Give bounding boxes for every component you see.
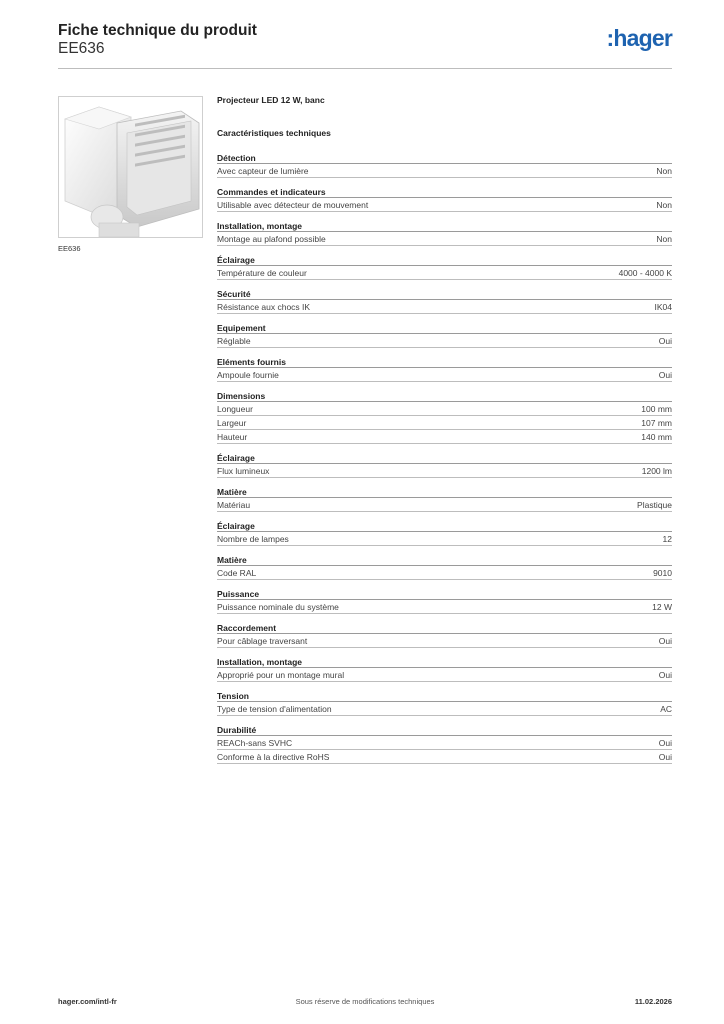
spec-label: Ampoule fournie <box>217 370 279 380</box>
spec-value: Oui <box>658 670 672 680</box>
footer-notice: Sous réserve de modifications techniques <box>295 997 435 1006</box>
section-title: Matière <box>217 555 672 566</box>
spec-label: Longueur <box>217 404 253 414</box>
spec-section <box>217 391 672 444</box>
section-title: Dimensions <box>217 391 672 402</box>
spec-label: Nombre de lampes <box>217 534 289 544</box>
spec-row <box>217 566 672 580</box>
spec-label: Température de couleur <box>217 268 307 278</box>
spec-value: Non <box>656 166 672 176</box>
spec-row <box>217 164 672 178</box>
image-caption: EE636 <box>58 244 81 253</box>
spec-row <box>217 266 672 280</box>
spec-value: Oui <box>658 336 672 346</box>
spec-label: Pour câblage traversant <box>217 636 308 646</box>
spec-label: Utilisable avec détecteur de mouvement <box>217 200 369 210</box>
product-image <box>58 96 203 238</box>
spec-row <box>217 750 672 764</box>
spec-section <box>217 623 672 648</box>
section-title: Installation, montage <box>217 221 672 232</box>
spec-label: Réglable <box>217 336 251 346</box>
spec-row <box>217 334 672 348</box>
product-reference: EE636 <box>58 40 105 57</box>
spec-value: 100 mm <box>641 404 672 414</box>
spec-row <box>217 198 672 212</box>
spec-row <box>217 300 672 314</box>
spec-value: 9010 <box>653 568 672 578</box>
spec-row <box>217 532 672 546</box>
spec-label: Montage au plafond possible <box>217 234 326 244</box>
spec-label: Conforme à la directive RoHS <box>217 752 330 762</box>
footer-website: hager.com/intl-fr <box>58 997 117 1006</box>
spec-row <box>217 634 672 648</box>
spec-label: Approprié pour un montage mural <box>217 670 345 680</box>
section-title: Equipement <box>217 323 672 334</box>
spec-row <box>217 702 672 716</box>
spec-section <box>217 323 672 348</box>
spec-label: Code RAL <box>217 568 257 578</box>
spec-value: 140 mm <box>641 432 672 442</box>
spec-section <box>217 357 672 382</box>
spec-value: Non <box>656 200 672 210</box>
spec-row <box>217 232 672 246</box>
spec-value: 12 W <box>652 602 672 612</box>
section-title: Éclairage <box>217 255 672 266</box>
spec-label: Type de tension d'alimentation <box>217 704 332 714</box>
spec-section <box>217 255 672 280</box>
spec-value: Oui <box>658 738 672 748</box>
spec-value: 12 <box>662 534 672 544</box>
spec-value: Plastique <box>637 500 672 510</box>
floodlight-illustration <box>59 97 203 238</box>
spec-value: Oui <box>658 370 672 380</box>
spec-section <box>217 521 672 546</box>
product-name: Projecteur LED 12 W, banc <box>217 95 325 105</box>
spec-label: Avec capteur de lumière <box>217 166 309 176</box>
section-title: Commandes et indicateurs <box>217 187 672 198</box>
section-title: Eléments fournis <box>217 357 672 368</box>
spec-value: Oui <box>658 636 672 646</box>
section-title: Tension <box>217 691 672 702</box>
page-footer <box>58 997 672 1011</box>
spec-row <box>217 430 672 444</box>
spec-value: 4000 - 4000 K <box>618 268 672 278</box>
spec-value: Non <box>656 234 672 244</box>
footer-date: 11.02.2026 <box>634 997 672 1006</box>
spec-row <box>217 464 672 478</box>
section-title: Éclairage <box>217 521 672 532</box>
page-title: Fiche technique du produit <box>58 22 257 39</box>
spec-section <box>217 153 672 178</box>
section-title: Matière <box>217 487 672 498</box>
spec-row <box>217 368 672 382</box>
hager-logo: :hager <box>606 25 672 51</box>
spec-label: Résistance aux chocs IK <box>217 302 311 312</box>
spec-section <box>217 657 672 682</box>
spec-section <box>217 725 672 764</box>
spec-section <box>217 187 672 212</box>
spec-value: 107 mm <box>641 418 672 428</box>
section-title: Puissance <box>217 589 672 600</box>
section-title: Installation, montage <box>217 657 672 668</box>
page-header <box>58 21 672 69</box>
spec-section <box>217 221 672 246</box>
spec-section <box>217 589 672 614</box>
spec-row <box>217 736 672 750</box>
spec-label: REACh-sans SVHC <box>217 738 293 748</box>
spec-sections <box>217 153 672 764</box>
spec-row <box>217 668 672 682</box>
spec-row <box>217 416 672 430</box>
spec-section <box>217 555 672 580</box>
section-title: Détection <box>217 153 672 164</box>
spec-section <box>217 453 672 478</box>
spec-value: 1200 lm <box>641 466 672 476</box>
section-title: Raccordement <box>217 623 672 634</box>
spec-row <box>217 402 672 416</box>
spec-row <box>217 600 672 614</box>
specs-title: Caractéristiques techniques <box>217 128 331 138</box>
spec-label: Hauteur <box>217 432 248 442</box>
spec-value: IK04 <box>654 302 672 312</box>
section-title: Sécurité <box>217 289 672 300</box>
spec-value: AC <box>660 704 672 714</box>
spec-row <box>217 498 672 512</box>
spec-label: Matériau <box>217 500 251 510</box>
spec-section <box>217 487 672 512</box>
section-title: Durabilité <box>217 725 672 736</box>
section-title: Éclairage <box>217 453 672 464</box>
spec-label: Flux lumineux <box>217 466 270 476</box>
spec-section <box>217 289 672 314</box>
spec-section <box>217 691 672 716</box>
specifications <box>217 95 672 773</box>
spec-label: Largeur <box>217 418 247 428</box>
spec-label: Puissance nominale du système <box>217 602 339 612</box>
spec-value: Oui <box>658 752 672 762</box>
